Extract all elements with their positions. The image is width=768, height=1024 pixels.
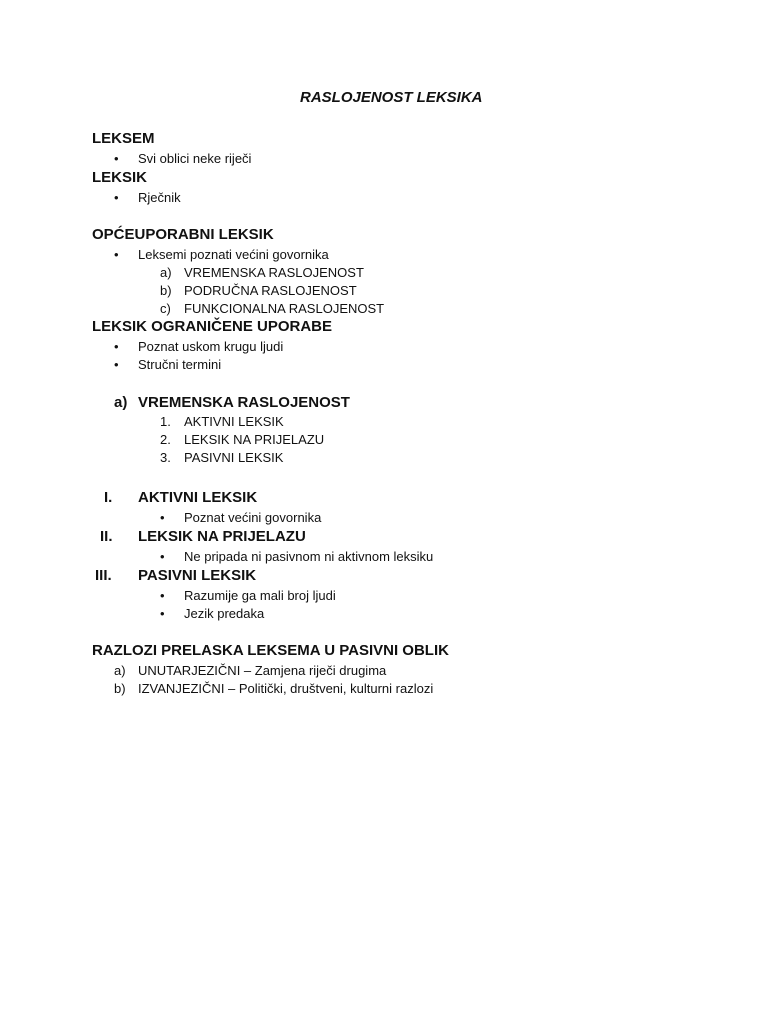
roman-heading-aktivni: AKTIVNI LEKSIK [138, 489, 258, 506]
list-marker: b) [160, 283, 172, 298]
list-item: Svi oblici neke riječi [138, 151, 252, 166]
list-marker: a) [160, 265, 172, 280]
roman-marker: I. [104, 489, 113, 506]
roman-heading-pasivni: PASIVNI LEKSIK [138, 567, 257, 584]
roman-marker: II. [100, 528, 113, 545]
list-marker: a) [114, 663, 126, 678]
sub-list-item: PODRUČNA RASLOJENOST [184, 283, 357, 298]
numbered-item: AKTIVNI LEKSIK [184, 414, 284, 429]
numbered-item: LEKSIK NA PRIJELAZU [184, 432, 325, 447]
list-item: Jezik predaka [184, 606, 265, 621]
list-item: IZVANJEZIČNI – Politički, društveni, kulturni razlozi [138, 681, 434, 696]
section-heading-ogranicene: LEKSIK OGRANIČENE UPORABE [92, 318, 333, 335]
section-heading-razlozi: RAZLOZI PRELASKA LEKSEMA U PASIVNI OBLIK [92, 642, 449, 659]
bullet-marker: • [160, 606, 165, 621]
bullet-marker: • [160, 549, 165, 564]
list-marker: 2. [160, 432, 171, 447]
sub-list-item: VREMENSKA RASLOJENOST [184, 265, 364, 280]
section-heading-opceuporabni: OPĆEUPORABNI LEKSIK [92, 226, 274, 243]
bullet-marker: • [114, 339, 119, 354]
subsection-marker: a) [114, 394, 128, 411]
roman-marker: III. [95, 567, 112, 584]
subsection-heading-vremenska: VREMENSKA RASLOJENOST [138, 394, 350, 411]
list-marker: 1. [160, 414, 171, 429]
sub-list-item: FUNKCIONALNA RASLOJENOST [184, 301, 385, 316]
section-heading-leksik: LEKSIK [92, 169, 148, 186]
bullet-marker: • [160, 588, 165, 603]
list-item: Stručni termini [138, 357, 222, 372]
roman-heading-prijelaz: LEKSIK NA PRIJELAZU [138, 528, 306, 545]
bullet-marker: • [114, 247, 119, 262]
bullet-marker: • [114, 190, 119, 205]
list-item: Razumije ga mali broj ljudi [184, 588, 336, 603]
bullet-marker: • [160, 510, 165, 525]
page-title: RASLOJENOST LEKSIKA [300, 89, 483, 106]
list-item: Poznat uskom krugu ljudi [138, 339, 284, 354]
list-item: Ne pripada ni pasivnom ni aktivnom leksiku [184, 549, 434, 564]
numbered-item: PASIVNI LEKSIK [184, 450, 284, 465]
list-item: Leksemi poznati većini govornika [138, 247, 329, 262]
list-item: UNUTARJEZIČNI – Zamjena riječi drugima [138, 663, 387, 678]
bullet-marker: • [114, 151, 119, 166]
list-marker: b) [114, 681, 126, 696]
list-item: Rječnik [138, 190, 181, 205]
list-item: Poznat većini govornika [184, 510, 322, 525]
bullet-marker: • [114, 357, 119, 372]
section-heading-leksem: LEKSEM [92, 130, 155, 147]
list-marker: 3. [160, 450, 171, 465]
list-marker: c) [160, 301, 171, 316]
